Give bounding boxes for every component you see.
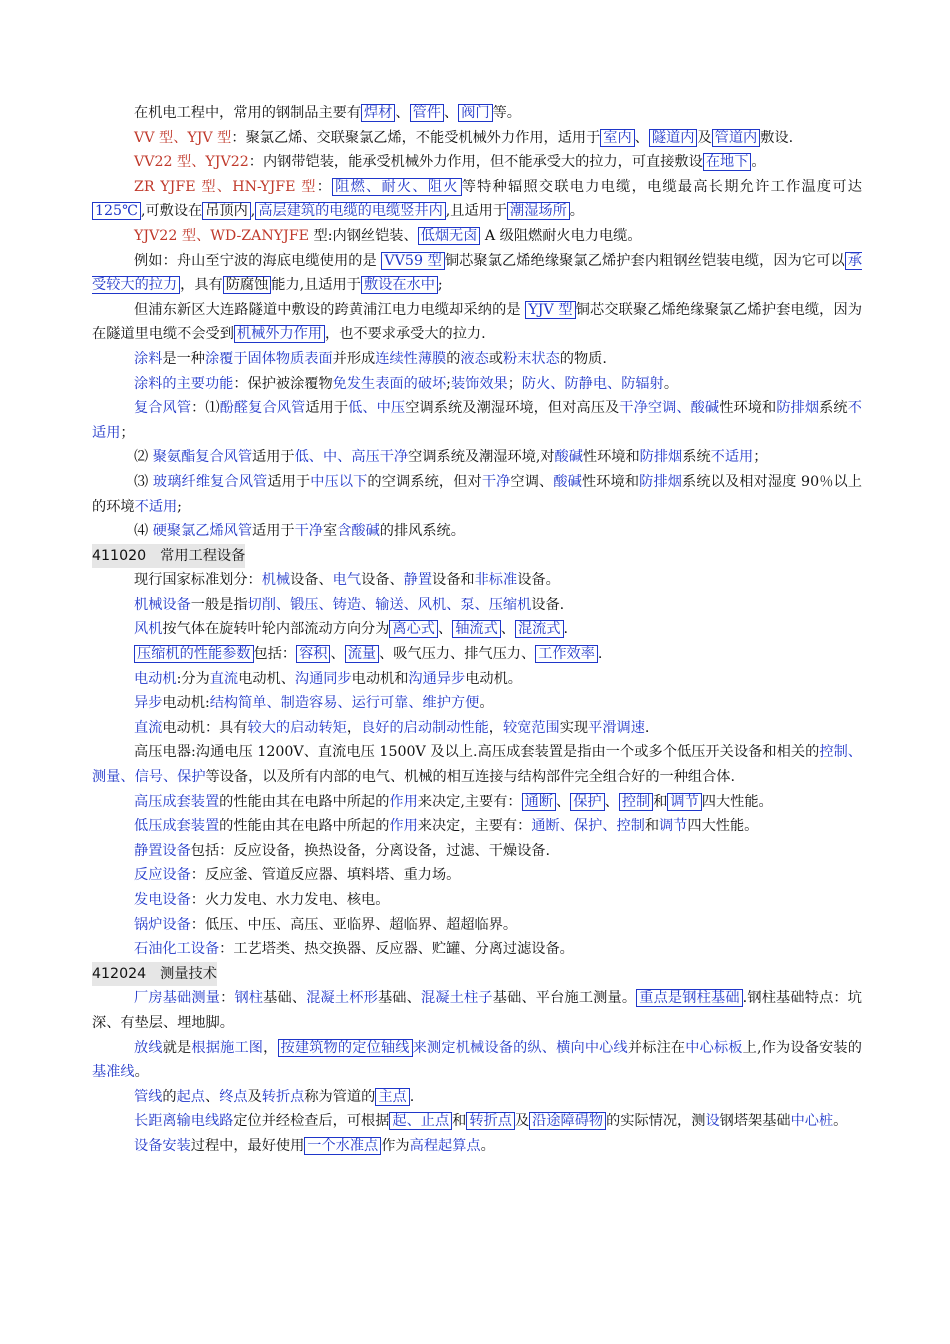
paragraph — [92, 913, 862, 938]
text-run: 钢塔架基础 — [719, 1113, 791, 1130]
boxed-term: 阻燃、耐火、阻火 — [332, 178, 462, 196]
highlighted-term: 涂料的主要功能 — [134, 375, 234, 392]
paragraph — [92, 1134, 862, 1159]
highlighted-term: 转折点 — [261, 1088, 305, 1105]
highlighted-term: 反应设备 — [134, 867, 191, 884]
highlighted-term: 涂覆于固体物质表面 — [204, 350, 333, 367]
boxed-term: 工作效率 — [535, 645, 598, 663]
highlighted-term: 设备安装 — [134, 1137, 191, 1154]
highlighted-term: 不适用 — [134, 498, 178, 515]
text-run: 。 — [569, 203, 584, 220]
paragraph — [92, 126, 862, 151]
text-run: 电动机和 — [351, 670, 409, 687]
text-run: 或 — [488, 350, 503, 367]
highlighted-term: 作用 — [389, 793, 418, 810]
text-run: 等。 — [492, 105, 521, 121]
text-run: ,可敷设在 — [140, 203, 203, 220]
text-run: 但浦东新区大连路隧道中敷设的跨黄浦江电力电缆却采纳的是 — [134, 301, 526, 318]
highlighted-term: VV 型、YJV 型 — [134, 129, 232, 146]
text-run: 系统以及相对湿度 90％以上的环境 — [92, 473, 862, 515]
boxed-term: 敷设在水中 — [361, 276, 438, 294]
highlighted-term: 玻璃纤维复合风管 — [152, 473, 268, 490]
paragraph — [92, 470, 862, 519]
paragraph — [92, 568, 862, 593]
text-run: 。 — [134, 1064, 149, 1081]
text-run: ; — [437, 277, 443, 294]
text-run: ， — [346, 719, 362, 736]
boxed-term: 调节 — [667, 793, 701, 811]
boxed-term: 转折点 — [466, 1112, 515, 1130]
highlighted-term: 平滑调速 — [588, 719, 645, 736]
highlighted-term: 调节 — [659, 818, 688, 835]
highlighted-term: 涂料 — [134, 350, 163, 367]
text-run: ：低压、中压、高压、亚临界、超临界、超超临界。 — [190, 916, 518, 933]
boxed-term: 隧道内 — [649, 129, 698, 147]
highlighted-term: 高压成套装置 — [134, 793, 220, 810]
text-run: 来决定,主要有： — [417, 793, 522, 810]
boxed-term: VV59 型 — [381, 252, 444, 270]
highlighted-term: 免发生表面的破坏 — [332, 375, 447, 392]
highlighted-term: YJV22 型、WD-ZANYJFE — [134, 227, 310, 244]
highlighted-term: 直流 — [134, 719, 163, 736]
boxed-term: 管件 — [410, 104, 444, 122]
text-run: 电动机。 — [465, 670, 522, 687]
highlighted-term: 液态 — [460, 350, 489, 367]
boxed-term: 主点 — [375, 1088, 409, 1106]
highlighted-term: 静置设备 — [134, 842, 191, 859]
paragraph — [92, 814, 862, 839]
paragraph — [92, 249, 862, 298]
highlighted-term: 非标准 — [474, 572, 518, 589]
highlighted-term: 管线 — [134, 1088, 163, 1105]
text-run: 。 — [479, 695, 494, 712]
highlighted-term: 混凝土柱子 — [421, 990, 493, 1007]
text-run: 及 — [514, 1113, 530, 1130]
paragraph — [92, 1085, 862, 1110]
highlighted-term: 干净 — [294, 523, 323, 540]
boxed-term: 防腐蚀 — [223, 276, 272, 294]
text-run: 的性能由其在电路中所起的 — [219, 793, 390, 810]
highlighted-term: 电动机 — [134, 670, 177, 687]
text-run: 。 — [751, 154, 766, 171]
highlighted-term: 厂房基础测量 — [134, 990, 221, 1007]
text-run: ：保护被涂覆物 — [233, 375, 333, 392]
highlighted-term: VV22 型、YJV22 — [134, 154, 249, 171]
text-run: 四大性能。 — [687, 818, 759, 835]
text-run: 、 — [556, 793, 571, 810]
paragraph — [92, 986, 862, 1035]
highlighted-term: 中心桩 — [790, 1113, 834, 1130]
highlighted-term: 切削、锻压、铸造、输送、风机、泵、压缩机 — [247, 596, 532, 613]
text-run: 包括： — [253, 646, 297, 663]
boxed-term: 容积 — [296, 645, 330, 663]
paragraph — [92, 863, 862, 888]
boxed-term: 室内 — [600, 129, 634, 147]
highlighted-term: 防排烟 — [639, 473, 683, 490]
text-run: , — [250, 203, 256, 220]
boxed-term: 压缩机的性能参数 — [134, 645, 254, 663]
highlighted-term: 发电设备 — [134, 892, 191, 908]
text-run: .钢柱基础特点：坑深、有垫层、埋地脚。 — [92, 990, 862, 1031]
section-measurement — [92, 986, 862, 1158]
highlighted-term: 酸碱 — [553, 473, 582, 490]
boxed-term: 潮湿场所 — [507, 202, 570, 220]
boxed-term: 保护 — [570, 793, 604, 811]
heading-number: 412024 — [92, 965, 147, 982]
text-run: 包括：反应设备，换热设备，分离设备，过滤、干燥设备. — [190, 842, 550, 859]
text-run: 的 — [446, 350, 461, 367]
boxed-term: 混流式 — [515, 620, 564, 638]
text-run: 空调系统及潮湿环境,对 — [408, 449, 555, 466]
text-run: ：工艺塔类、热交换器、反应器、贮罐、分离过滤设备。 — [219, 941, 574, 958]
text-run: 称为管道的 — [304, 1088, 376, 1105]
text-run: 空调系统及潮湿环境，但对高压及 — [405, 400, 620, 417]
highlighted-term: 不适用 — [92, 400, 862, 441]
text-run: 的物质. — [559, 350, 607, 367]
highlighted-term: 酸碱 — [554, 449, 583, 466]
paragraph — [92, 347, 862, 372]
highlighted-term: 钢柱 — [234, 990, 264, 1007]
text-run: ：聚氯乙烯、交联聚氯乙烯，不能受机械外力作用，适用于 — [231, 129, 601, 146]
highlighted-term: 基准线 — [92, 1064, 135, 1081]
text-run: 性环境和 — [719, 400, 777, 417]
text-run: 型:内钢丝铠装、 — [309, 227, 418, 244]
boxed-term: 离心式 — [389, 620, 438, 638]
text-run: 及 — [697, 129, 712, 146]
paragraph — [92, 667, 862, 692]
text-run: 按气体在旋转叶轮内部流动方向分为 — [162, 621, 390, 638]
text-run: 设备、 — [290, 572, 333, 589]
paragraph — [92, 790, 862, 815]
text-run: 上,作为设备安装的 — [742, 1039, 862, 1056]
text-run: ； — [507, 375, 522, 392]
text-run: ； — [120, 424, 135, 441]
text-run: 基础、平台施工测量。 — [492, 990, 637, 1007]
highlighted-term: ZR YJFE 型、HN-YJFE 型 — [134, 178, 317, 195]
highlighted-term: 机械设备 — [134, 596, 191, 613]
text-run: ； — [753, 449, 768, 466]
text-run: . — [644, 719, 650, 736]
text-run: 适用于 — [252, 449, 295, 466]
boxed-term: 承受较大的拉力 — [92, 252, 862, 294]
text-run: 就是 — [162, 1039, 192, 1056]
text-run: 和 — [644, 818, 660, 835]
highlighted-term: 较宽范围 — [502, 719, 560, 736]
text-run: 等设备，以及所有内部的电气、机械的相互连接与结构部件完全组合好的一种组合体. — [205, 769, 735, 786]
text-run: 四大性能。 — [701, 793, 773, 810]
highlighted-term: 含酸碱 — [337, 523, 380, 540]
heading-title: 测量技术 — [160, 965, 217, 982]
highlighted-term: 通断、保护、控制 — [531, 818, 645, 835]
text-run: . — [597, 646, 603, 663]
text-run: ： — [316, 178, 333, 195]
boxed-term: 阀门 — [458, 104, 492, 122]
text-run: 设备. — [531, 596, 565, 613]
highlighted-term: 作用 — [389, 818, 418, 835]
section-heading-measurement — [92, 962, 217, 987]
paragraph — [92, 372, 862, 397]
highlighted-term: 防排烟 — [639, 449, 683, 466]
boxed-term: 吊顶内 — [202, 202, 251, 220]
highlighted-term: 聚氨酯复合风管 — [152, 449, 253, 466]
text-run: ⑶ — [134, 473, 153, 490]
section-heading-equipment — [92, 544, 245, 569]
paragraph — [92, 224, 862, 249]
text-run: 来决定，主要有： — [417, 818, 532, 835]
highlighted-term: 低、中压 — [348, 400, 406, 417]
highlighted-term: 沟通同步 — [294, 670, 352, 687]
text-run: ， — [263, 1039, 278, 1056]
boxed-term: 高层建筑的电缆的电缆竖井内 — [255, 202, 445, 220]
text-run: 设备、 — [361, 572, 404, 589]
heading-title: 常用工程设备 — [160, 547, 246, 564]
paragraph — [92, 445, 862, 470]
highlighted-term: 不适用 — [710, 449, 754, 466]
text-run: 空调、 — [510, 473, 554, 490]
text-run: 、吸气压力、排气压力、 — [379, 646, 536, 663]
text-run: 的 — [162, 1088, 177, 1105]
text-run: ，具有 — [180, 277, 223, 294]
highlighted-term: 低、中、高压干净 — [294, 449, 409, 466]
text-run: 性环境和 — [581, 473, 640, 490]
text-run: 的排风系统。 — [379, 523, 465, 540]
paragraph — [92, 150, 862, 175]
text-run: . — [409, 1088, 415, 1105]
highlighted-term: 连续性薄膜 — [375, 350, 447, 367]
text-run: 的空调系统，但对 — [367, 473, 482, 490]
paragraph — [92, 175, 862, 224]
text-run: 系统 — [682, 449, 711, 466]
highlighted-term: 粉末状态 — [503, 350, 560, 367]
paragraph — [92, 519, 862, 544]
highlighted-term: 直流 — [209, 670, 239, 687]
text-run: 铜芯交联聚乙烯绝缘聚氯乙烯护套电缆，因为在隧道里电缆不会受到 — [92, 301, 863, 343]
highlighted-term: 控制、测量、信号、保护 — [92, 744, 862, 786]
paragraph — [92, 740, 862, 789]
text-run: ，也不要求承受大的拉力. — [325, 326, 486, 343]
text-run: 过程中，最好使用 — [190, 1137, 305, 1154]
text-run: 和 — [452, 1113, 467, 1130]
text-run: 、 — [444, 105, 459, 121]
text-run: 作为 — [381, 1137, 410, 1154]
paragraph — [92, 716, 862, 741]
text-run: 基础、 — [263, 990, 307, 1007]
boxed-term: 机械外力作用 — [234, 325, 325, 343]
text-run: 并形成 — [332, 350, 376, 367]
highlighted-term: 硬聚氯乙烯风管 — [152, 523, 253, 540]
boxed-term: 按建筑物的定位轴线 — [278, 1039, 413, 1057]
text-run: 性环境和 — [582, 449, 640, 466]
text-run: 基础、 — [377, 990, 421, 1007]
text-run: ⑵ — [134, 449, 153, 466]
paragraph — [92, 888, 862, 913]
section-equipment — [92, 568, 862, 962]
heading-number: 411020 — [92, 547, 147, 564]
highlighted-term: 异步 — [134, 695, 163, 712]
boxed-term: 控制 — [619, 793, 653, 811]
highlighted-term: 石油化工设备 — [134, 941, 220, 958]
highlighted-term: 设 — [705, 1113, 720, 1130]
paragraph — [92, 298, 862, 347]
paragraph — [92, 1036, 862, 1085]
text-run: 、 — [604, 793, 619, 810]
text-run: 现行国家标准划分： — [134, 572, 262, 589]
text-run: ⑷ — [134, 523, 153, 540]
document-body — [92, 101, 862, 1159]
paragraph — [92, 691, 862, 716]
text-run: 并标注在 — [627, 1039, 686, 1056]
text-run: 、 — [437, 621, 453, 638]
highlighted-term: 风机 — [134, 621, 163, 638]
text-run: 例如：舟山至宁波的海底电缆使用的是 — [134, 252, 382, 269]
text-run: 、 — [204, 1088, 220, 1105]
paragraph — [92, 642, 862, 667]
highlighted-term: 结构简单、制造容易、运行可靠、维护方便 — [209, 695, 480, 712]
text-run: 和 — [653, 793, 668, 810]
text-run: 设备。 — [517, 572, 560, 589]
text-run: ：内钢带铠装，能承受机械外力作用，但不能承受大的拉力，可直接敷设 — [248, 154, 703, 171]
text-run: :分为 — [176, 670, 210, 687]
text-run: 铜芯聚氯乙烯绝缘聚氯乙烯护套内粗钢丝铠装电缆，因为它可以 — [444, 252, 845, 269]
text-run: ; — [177, 498, 182, 515]
highlighted-term: 终点 — [219, 1088, 248, 1105]
highlighted-term: 干净 — [481, 473, 511, 490]
highlighted-term: 防火、防静电、防辐射 — [521, 375, 664, 392]
text-run: 及 — [247, 1088, 262, 1105]
boxed-term: 焊材 — [361, 104, 395, 122]
boxed-term: 重点是钢柱基础 — [636, 989, 742, 1007]
highlighted-term: 中心标板 — [685, 1039, 743, 1056]
text-run: ， — [488, 719, 503, 736]
highlighted-term: 静置 — [403, 572, 433, 589]
highlighted-term: 干净空调、酸碱 — [619, 400, 720, 417]
highlighted-term: 较大的启动转矩 — [247, 719, 347, 736]
text-run: ：火力发电、水力发电、核电。 — [190, 892, 390, 908]
highlighted-term: 锅炉设备 — [134, 916, 191, 933]
text-run: ; — [446, 375, 451, 392]
paragraph — [92, 617, 862, 642]
text-run: 一般是指 — [190, 596, 248, 613]
highlighted-term: 放线 — [134, 1039, 163, 1056]
boxed-term: 通断 — [522, 793, 556, 811]
boxed-term: YJV 型 — [525, 301, 575, 319]
text-run: 、 — [330, 646, 345, 663]
highlighted-term: 电气 — [332, 572, 362, 589]
text-run: 。 — [663, 375, 679, 392]
text-run: 是一种 — [162, 350, 205, 367]
text-run: 室 — [323, 523, 338, 540]
boxed-term: 一个水准点 — [304, 1137, 381, 1155]
text-run: ：反应釜、管道反应器、填料塔、重力场。 — [190, 867, 461, 884]
text-run: 电动机、 — [238, 670, 295, 687]
text-run: 定位并经检查后，可根据 — [233, 1113, 390, 1130]
highlighted-term: 根据施工图 — [191, 1039, 264, 1056]
paragraph — [92, 593, 862, 618]
section-materials — [92, 101, 862, 544]
highlighted-term: 长距离输电线路 — [134, 1113, 234, 1130]
boxed-term: 起、止点 — [389, 1112, 452, 1130]
highlighted-term: 装饰效果 — [450, 375, 508, 392]
text-run: 电动机: — [162, 695, 210, 712]
highlighted-term: 高程起算点 — [409, 1137, 481, 1154]
highlighted-term: 良好的启动制动性能 — [361, 719, 489, 736]
text-run: ,且适用于 — [445, 203, 508, 220]
text-run: 适用于 — [305, 400, 349, 417]
highlighted-term: 中压以下 — [310, 473, 368, 490]
text-run: A 级阻燃耐火电力电缆。 — [480, 227, 642, 244]
text-run: 实现 — [559, 719, 589, 736]
highlighted-term: 酚醛复合风管 — [219, 400, 306, 417]
highlighted-term: 混凝土杯形 — [306, 990, 378, 1007]
boxed-term: 流量 — [345, 645, 379, 663]
highlighted-term: 起点 — [176, 1088, 205, 1105]
boxed-term: 低烟无卤 — [418, 227, 481, 245]
text-run: 适用于 — [252, 523, 295, 540]
boxed-term: 轴流式 — [452, 620, 501, 638]
text-run: 高压电器:沟通电压 1200V、直流电压 1500V 及以上.高压成套装置是指由一个或多个低压开关设备和相关的 — [134, 744, 820, 761]
highlighted-term: 低压成套装置 — [134, 818, 220, 835]
text-run: 。 — [480, 1137, 495, 1154]
highlighted-term: 机械 — [261, 572, 291, 589]
text-run: 、 — [500, 621, 515, 638]
paragraph — [92, 1109, 862, 1134]
text-run: 、 — [395, 105, 410, 121]
highlighted-term: 防排烟 — [776, 400, 820, 417]
paragraph — [92, 937, 862, 962]
text-run: 在机电工程中，常用的钢制品主要有 — [134, 105, 362, 121]
highlighted-term: 沟通异步 — [408, 670, 466, 687]
text-run: . — [563, 621, 569, 638]
text-run: 电动机：具有 — [162, 719, 248, 736]
boxed-term: 沿途障碍物 — [529, 1112, 606, 1130]
paragraph — [92, 101, 862, 126]
text-run: 敷设. — [760, 129, 794, 146]
text-run: 适用于 — [267, 473, 311, 490]
highlighted-term: 来测定机械设备的纵、横向中心线 — [412, 1039, 628, 1056]
boxed-term: 在地下 — [703, 153, 752, 171]
text-run: 、 — [634, 129, 649, 146]
text-run: 。 — [833, 1113, 848, 1130]
text-run: 的实际情况，测 — [606, 1113, 706, 1130]
text-run: 设备和 — [432, 572, 475, 589]
paragraph — [92, 839, 862, 864]
boxed-term: 管道内 — [712, 129, 761, 147]
text-run: 等特种辐照交联电力电缆，电缆最高长期允许工作温度可达 — [461, 178, 862, 195]
text-run: ： — [220, 990, 235, 1007]
text-run: 系统 — [819, 400, 848, 417]
text-run: ：⑴ — [191, 400, 220, 417]
text-run: 的性能由其在电路中所起的 — [219, 818, 390, 835]
paragraph — [92, 396, 862, 445]
highlighted-term: 复合风管 — [134, 400, 192, 417]
text-run: 能力,且适用于 — [271, 277, 361, 294]
boxed-term: 125℃ — [92, 202, 141, 220]
